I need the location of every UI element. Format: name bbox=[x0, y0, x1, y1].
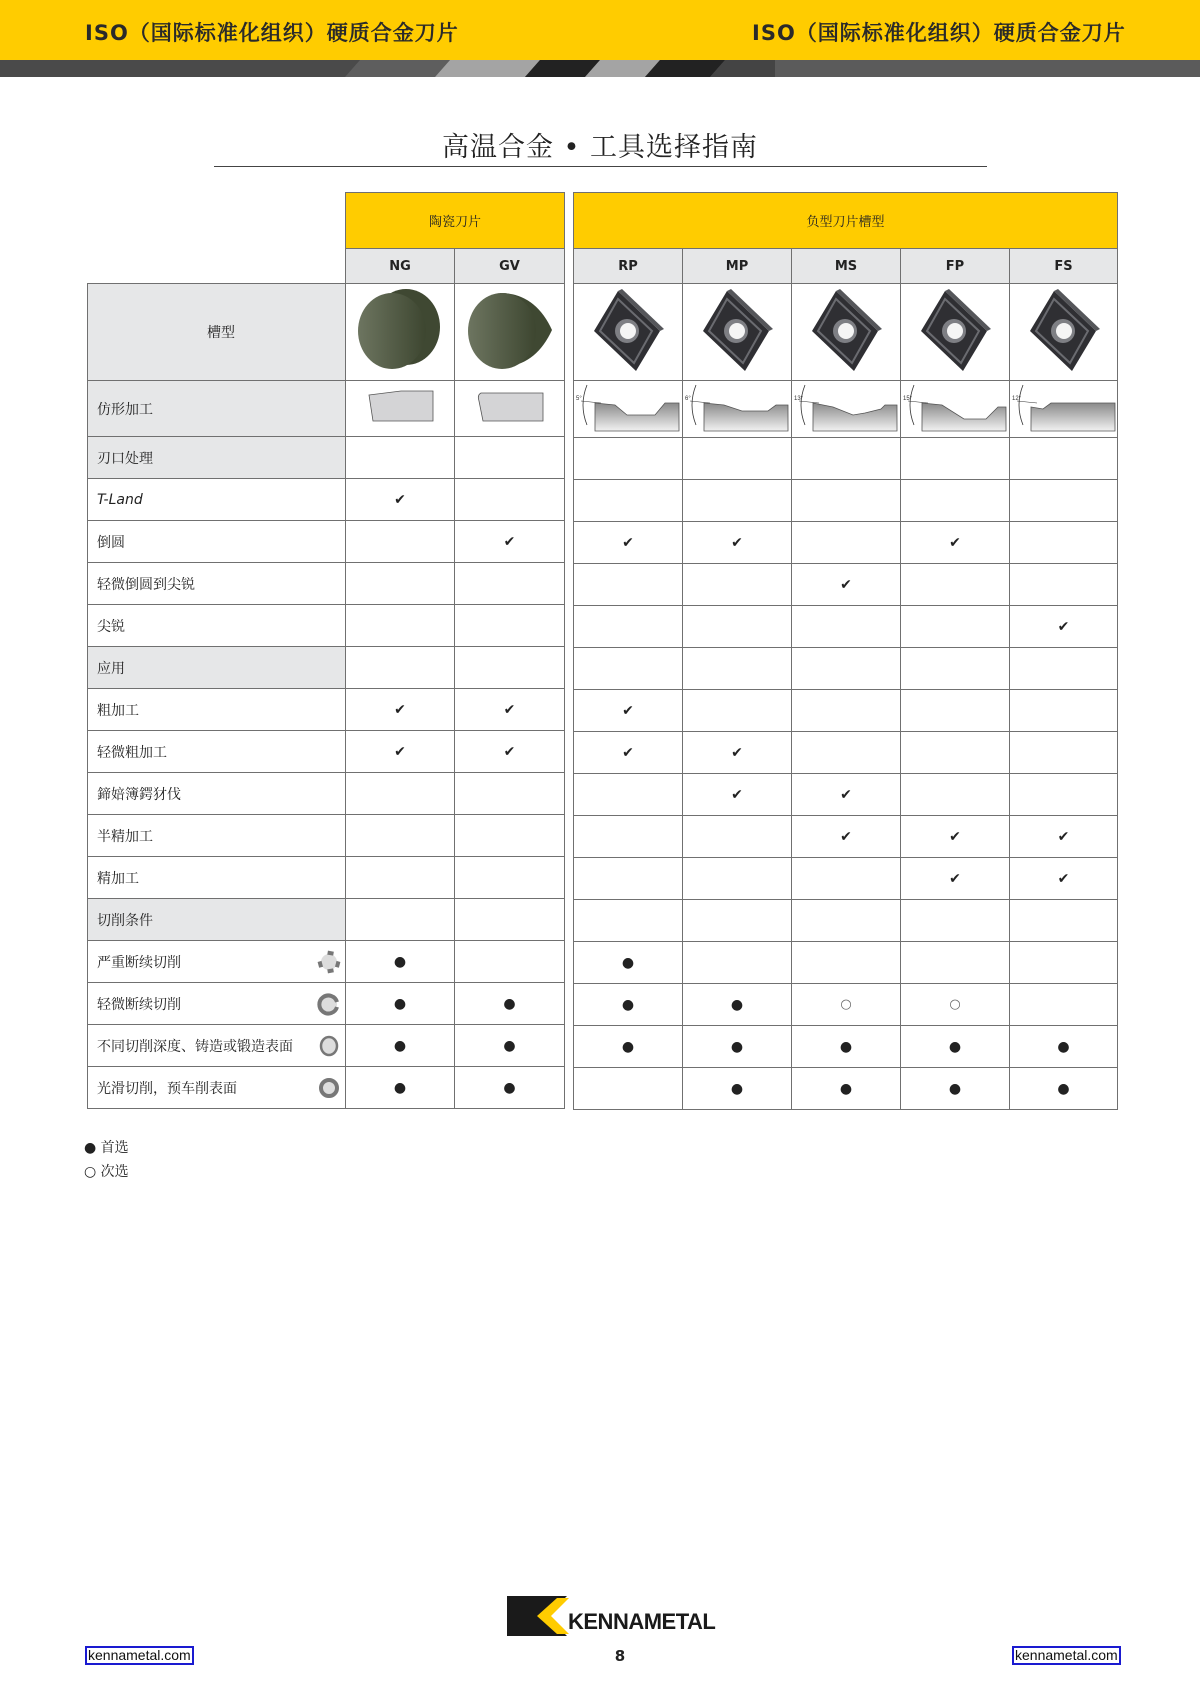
row-label-text: 尖锐 bbox=[97, 618, 125, 635]
cell-ms: ○ bbox=[792, 984, 901, 1026]
cell-fs: ✔ bbox=[1010, 816, 1118, 858]
cell-empty bbox=[792, 900, 901, 942]
cell-mp: ✔ bbox=[683, 774, 792, 816]
cell-gv: ✔ bbox=[455, 521, 565, 563]
cell-ng: ● bbox=[346, 1025, 455, 1067]
cell-fp: ○ bbox=[901, 984, 1010, 1026]
cell-empty bbox=[683, 438, 792, 480]
legend-alternate: ○ 次选 bbox=[84, 1164, 129, 1180]
cell-rp bbox=[574, 480, 683, 522]
cell-mp: ✔ bbox=[683, 522, 792, 564]
cell-rp: ✔ bbox=[574, 690, 683, 732]
brand-name: KENNAMETAL bbox=[568, 1609, 716, 1634]
legend bbox=[84, 1136, 129, 1184]
column-header-fp: FP bbox=[901, 249, 1010, 284]
insert-image-ms bbox=[792, 284, 901, 381]
cell-ms: ✔ bbox=[792, 564, 901, 606]
smooth-cut-icon bbox=[317, 1076, 341, 1100]
negative-group-header bbox=[573, 192, 1118, 284]
header-title-left: ISO（国际标准化组织）硬质合金刀片 bbox=[85, 21, 459, 45]
cell-fp: ✔ bbox=[901, 858, 1010, 900]
cell-ms bbox=[792, 480, 901, 522]
row-label bbox=[88, 1067, 346, 1109]
row-label bbox=[88, 605, 346, 647]
cell-empty bbox=[901, 900, 1010, 942]
table-row bbox=[574, 564, 1118, 606]
negative-insert-fp-icon bbox=[905, 363, 1005, 379]
cell-fs bbox=[1010, 690, 1118, 732]
cell-gv bbox=[455, 605, 565, 647]
cell-ng: ✔ bbox=[346, 689, 455, 731]
cell-gv bbox=[455, 857, 565, 899]
cell-fp: ● bbox=[901, 1068, 1010, 1110]
table-row bbox=[574, 1068, 1118, 1110]
cell-ng bbox=[346, 521, 455, 563]
insert-image-fs bbox=[1010, 284, 1118, 381]
cell-fp bbox=[901, 564, 1010, 606]
svg-text:6°: 6° bbox=[685, 396, 691, 402]
profile-diagram-ms bbox=[792, 381, 901, 438]
cell-ms: ● bbox=[792, 1068, 901, 1110]
cell-fs bbox=[1010, 522, 1118, 564]
row-label-text: 轻微断续切削 bbox=[97, 996, 181, 1013]
table-row bbox=[88, 479, 565, 521]
cell-empty bbox=[901, 438, 1010, 480]
cell-fs bbox=[1010, 564, 1118, 606]
cell-ng: ✔ bbox=[346, 731, 455, 773]
cell-ms: ✔ bbox=[792, 774, 901, 816]
table-row bbox=[88, 605, 565, 647]
section-header-row bbox=[574, 438, 1118, 480]
insert-image-ng bbox=[346, 284, 455, 381]
cell-fp bbox=[901, 480, 1010, 522]
table-row bbox=[574, 480, 1118, 522]
cell-ms bbox=[792, 606, 901, 648]
row-label bbox=[88, 521, 346, 563]
cell-rp bbox=[574, 564, 683, 606]
table-row bbox=[574, 1026, 1118, 1068]
footer-link-right[interactable]: kennametal.com bbox=[1012, 1646, 1121, 1665]
table-row bbox=[88, 773, 565, 815]
insert-image-mp bbox=[683, 284, 792, 381]
heavy-interrupted-cut-icon bbox=[317, 950, 341, 974]
profile-diagram-rp bbox=[574, 381, 683, 438]
column-header-ms: MS bbox=[792, 249, 901, 284]
profile-mp-icon bbox=[684, 396, 790, 437]
cell-rp bbox=[574, 1068, 683, 1110]
cell-ms bbox=[792, 732, 901, 774]
row-label bbox=[88, 941, 346, 983]
ceramic-insert-gv-icon bbox=[460, 363, 560, 379]
cell-empty bbox=[792, 648, 901, 690]
table-row bbox=[574, 606, 1118, 648]
row-label-text: 粗加工 bbox=[97, 702, 139, 719]
cell-empty bbox=[346, 437, 455, 479]
header-stripe bbox=[0, 60, 1200, 77]
table-row bbox=[574, 816, 1118, 858]
cell-fs: ● bbox=[1010, 1068, 1118, 1110]
table-row bbox=[574, 522, 1118, 564]
varying-depth-cut-icon bbox=[317, 1034, 341, 1058]
cell-empty bbox=[1010, 438, 1118, 480]
cell-rp bbox=[574, 606, 683, 648]
profile-fs-icon bbox=[1011, 396, 1117, 437]
table-row bbox=[88, 941, 565, 983]
cell-mp bbox=[683, 564, 792, 606]
section-header-row bbox=[88, 899, 565, 941]
section-header-row bbox=[574, 648, 1118, 690]
header-title-right: ISO（国际标准化组织）硬质合金刀片 bbox=[752, 21, 1126, 45]
selection-table-left bbox=[87, 283, 565, 1109]
negative-insert-ms-icon bbox=[796, 363, 896, 379]
svg-text:13°: 13° bbox=[794, 396, 804, 402]
cell-mp bbox=[683, 942, 792, 984]
cell-ms bbox=[792, 690, 901, 732]
cell-gv bbox=[455, 479, 565, 521]
cell-ng: ● bbox=[346, 941, 455, 983]
row-label-text: 半精加工 bbox=[97, 828, 153, 845]
cell-fp: ✔ bbox=[901, 522, 1010, 564]
group-label-negative: 负型刀片槽型 bbox=[574, 193, 1118, 249]
cell-empty bbox=[574, 900, 683, 942]
cell-fs: ● bbox=[1010, 1026, 1118, 1068]
cell-mp bbox=[683, 480, 792, 522]
row-label bbox=[88, 731, 346, 773]
svg-text:12°: 12° bbox=[1011, 396, 1021, 402]
cell-fs bbox=[1010, 480, 1118, 522]
row-label bbox=[88, 1025, 346, 1067]
cell-rp: ● bbox=[574, 984, 683, 1026]
ceramic-group-header bbox=[345, 192, 565, 284]
cell-mp: ● bbox=[683, 1068, 792, 1110]
cell-ng: ✔ bbox=[346, 479, 455, 521]
row-label-text: 鍗婄簿鍔犲伐 bbox=[97, 786, 181, 803]
cell-gv: ✔ bbox=[455, 689, 565, 731]
cell-gv bbox=[455, 773, 565, 815]
cell-mp: ● bbox=[683, 984, 792, 1026]
table-row bbox=[88, 857, 565, 899]
negative-insert-rp-icon bbox=[578, 363, 678, 379]
legend-preferred: ● 首选 bbox=[84, 1140, 129, 1156]
cell-empty bbox=[346, 647, 455, 689]
cell-empty bbox=[346, 899, 455, 941]
cell-empty bbox=[1010, 648, 1118, 690]
table-row bbox=[574, 942, 1118, 984]
cell-gv bbox=[455, 815, 565, 857]
cell-gv: ● bbox=[455, 1067, 565, 1109]
row-label-text: 倒圆 bbox=[97, 534, 125, 551]
negative-insert-fs-icon bbox=[1014, 363, 1114, 379]
row-label-text: 轻微粗加工 bbox=[97, 744, 167, 761]
cell-empty bbox=[455, 647, 565, 689]
cell-empty bbox=[574, 438, 683, 480]
cell-fp bbox=[901, 606, 1010, 648]
cell-ms: ● bbox=[792, 1026, 901, 1068]
section-title: 切削条件 bbox=[88, 899, 346, 941]
cell-ng: ● bbox=[346, 983, 455, 1025]
profile-diagram-gv bbox=[455, 381, 565, 437]
row-label-text: 光滑切削，预车削表面 bbox=[97, 1080, 237, 1097]
cell-mp: ✔ bbox=[683, 732, 792, 774]
section-title: 应用 bbox=[88, 647, 346, 689]
table-row bbox=[574, 774, 1118, 816]
cell-fp bbox=[901, 942, 1010, 984]
row-label-text: T-Land bbox=[97, 491, 143, 508]
row-label-text: 精加工 bbox=[97, 870, 139, 887]
group-label-ceramic: 陶瓷刀片 bbox=[346, 193, 565, 249]
table-row bbox=[88, 1067, 565, 1109]
column-header-fs: FS bbox=[1010, 249, 1118, 284]
ceramic-insert-ng-icon bbox=[350, 363, 450, 379]
page-number: 8 bbox=[614, 1647, 626, 1665]
row-label-text: 不同切削深度、铸造或锻造表面 bbox=[97, 1038, 293, 1055]
row-label-text: 严重断续切削 bbox=[97, 954, 181, 971]
table-row bbox=[88, 731, 565, 773]
row-label bbox=[88, 773, 346, 815]
cell-empty bbox=[574, 648, 683, 690]
table-row bbox=[88, 1025, 565, 1067]
column-header-rp: RP bbox=[574, 249, 683, 284]
profile-diagram-mp bbox=[683, 381, 792, 438]
table-row bbox=[574, 732, 1118, 774]
cell-rp bbox=[574, 816, 683, 858]
row-label bbox=[88, 479, 346, 521]
column-header-ng: NG bbox=[346, 249, 455, 284]
profile-rp-icon bbox=[575, 396, 681, 437]
light-interrupted-cut-icon bbox=[317, 992, 341, 1016]
cell-mp bbox=[683, 606, 792, 648]
cell-ng bbox=[346, 563, 455, 605]
table-row bbox=[88, 815, 565, 857]
cell-fs bbox=[1010, 984, 1118, 1026]
profile-ms-icon bbox=[793, 396, 899, 437]
footer-link-left[interactable]: kennametal.com bbox=[85, 1646, 194, 1665]
cell-empty bbox=[1010, 900, 1118, 942]
row-label bbox=[88, 983, 346, 1025]
cell-mp bbox=[683, 816, 792, 858]
cell-ng bbox=[346, 605, 455, 647]
cell-empty bbox=[901, 648, 1010, 690]
section-title: 刃口处理 bbox=[88, 437, 346, 479]
row-label-profiling: 仿形加工 bbox=[88, 381, 346, 437]
svg-text:15°: 15° bbox=[903, 396, 913, 402]
cell-rp: ✔ bbox=[574, 522, 683, 564]
cell-gv: ● bbox=[455, 1025, 565, 1067]
profile-fp-icon bbox=[902, 396, 1008, 437]
section-header-row bbox=[88, 437, 565, 479]
table-row bbox=[88, 563, 565, 605]
row-label bbox=[88, 857, 346, 899]
row-label bbox=[88, 563, 346, 605]
cell-ms: ✔ bbox=[792, 816, 901, 858]
cell-fs: ✔ bbox=[1010, 858, 1118, 900]
cell-rp bbox=[574, 774, 683, 816]
row-label bbox=[88, 815, 346, 857]
insert-image-rp bbox=[574, 284, 683, 381]
cell-fs bbox=[1010, 942, 1118, 984]
cell-ng bbox=[346, 773, 455, 815]
profile-diagram-fs bbox=[1010, 381, 1118, 438]
cell-ms bbox=[792, 858, 901, 900]
cell-ng bbox=[346, 815, 455, 857]
cell-empty bbox=[683, 900, 792, 942]
table-row bbox=[574, 858, 1118, 900]
negative-insert-mp-icon bbox=[687, 363, 787, 379]
section-header-row bbox=[574, 900, 1118, 942]
insert-image-fp bbox=[901, 284, 1010, 381]
cell-fp bbox=[901, 732, 1010, 774]
selection-table-right bbox=[573, 283, 1118, 1110]
cell-rp: ● bbox=[574, 942, 683, 984]
cell-ng: ● bbox=[346, 1067, 455, 1109]
profile-diagram-ng bbox=[346, 381, 455, 437]
cell-fp bbox=[901, 690, 1010, 732]
row-label-geometry: 槽型 bbox=[88, 284, 346, 381]
table-row bbox=[88, 983, 565, 1025]
cell-gv: ● bbox=[455, 983, 565, 1025]
cell-empty bbox=[455, 437, 565, 479]
column-header-gv: GV bbox=[455, 249, 565, 284]
cell-fs bbox=[1010, 774, 1118, 816]
cell-rp: ✔ bbox=[574, 732, 683, 774]
table-row bbox=[88, 521, 565, 563]
table-row bbox=[574, 690, 1118, 732]
svg-text:5°: 5° bbox=[576, 396, 582, 402]
profile-diagram-fp bbox=[901, 381, 1010, 438]
profile-ng-icon bbox=[365, 413, 435, 429]
cell-fp bbox=[901, 774, 1010, 816]
cell-rp: ● bbox=[574, 1026, 683, 1068]
page-title: 高温合金 • 工具选择指南 bbox=[441, 132, 759, 163]
cell-mp bbox=[683, 858, 792, 900]
cell-fs: ✔ bbox=[1010, 606, 1118, 648]
cell-mp: ● bbox=[683, 1026, 792, 1068]
cell-fs bbox=[1010, 732, 1118, 774]
insert-image-gv bbox=[455, 284, 565, 381]
cell-gv bbox=[455, 941, 565, 983]
title-divider bbox=[214, 166, 987, 167]
cell-empty bbox=[683, 648, 792, 690]
cell-mp bbox=[683, 690, 792, 732]
cell-empty bbox=[455, 899, 565, 941]
row-label-text: 轻微倒圆到尖锐 bbox=[97, 576, 195, 593]
cell-empty bbox=[792, 438, 901, 480]
profile-gv-icon bbox=[475, 413, 545, 429]
cell-gv: ✔ bbox=[455, 731, 565, 773]
cell-ms bbox=[792, 942, 901, 984]
column-header-mp: MP bbox=[683, 249, 792, 284]
table-row bbox=[88, 689, 565, 731]
header-band bbox=[0, 0, 1200, 60]
cell-fp: ● bbox=[901, 1026, 1010, 1068]
cell-ng bbox=[346, 857, 455, 899]
cell-gv bbox=[455, 563, 565, 605]
section-header-row bbox=[88, 647, 565, 689]
cell-ms bbox=[792, 522, 901, 564]
cell-fp: ✔ bbox=[901, 816, 1010, 858]
table-row bbox=[574, 984, 1118, 1026]
cell-rp bbox=[574, 858, 683, 900]
row-label bbox=[88, 689, 346, 731]
